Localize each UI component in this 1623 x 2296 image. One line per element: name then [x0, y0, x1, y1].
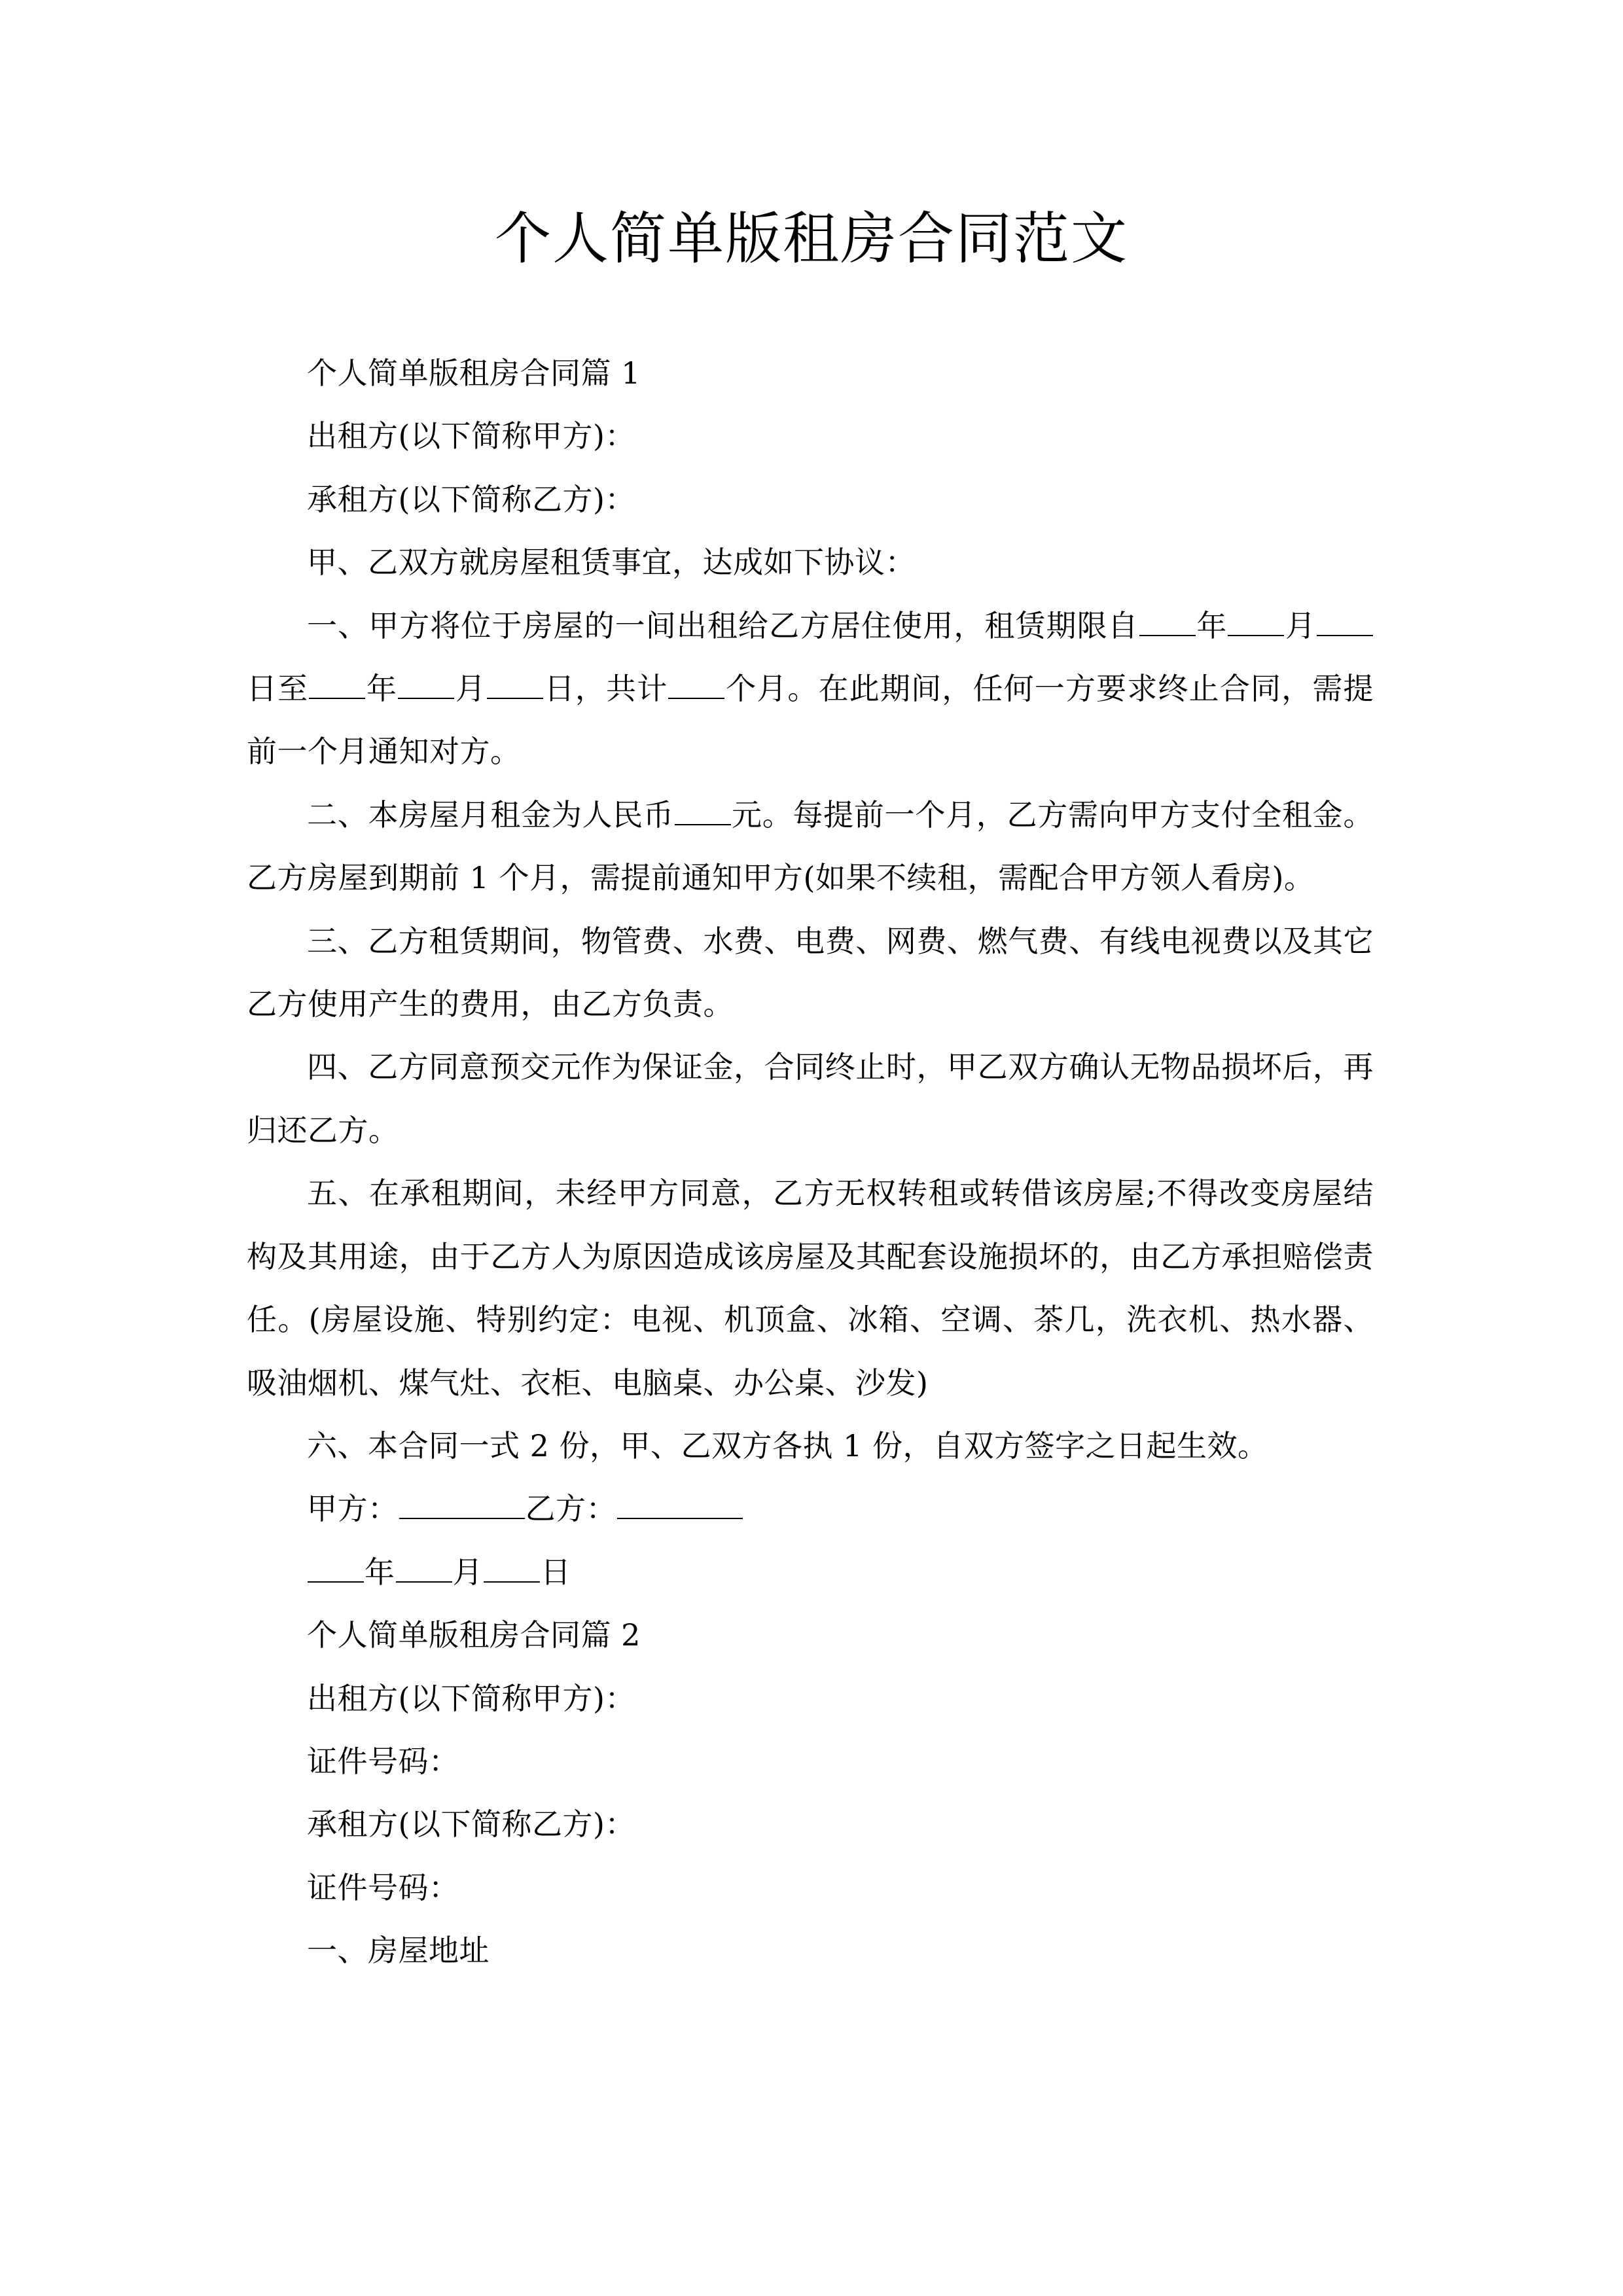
document-title: 个人简单版租房合同范文	[495, 206, 1128, 272]
document-body	[247, 342, 1374, 1982]
party-b-signature-blank[interactable]	[617, 1492, 743, 1519]
lessee-line-2: 承租方(以下简称乙方)：	[307, 1806, 635, 1842]
year-label: 年	[366, 671, 398, 707]
year-label: 年	[365, 1554, 395, 1590]
section-1-heading: 个人简单版租房合同篇 1	[307, 355, 641, 391]
start-month-blank[interactable]	[1228, 609, 1284, 636]
section-2-heading: 个人简单版租房合同篇 2	[307, 1617, 641, 1653]
end-year-blank[interactable]	[309, 672, 365, 699]
sign-day-blank[interactable]	[484, 1555, 540, 1583]
lessee-line: 承租方(以下简称乙方)：	[307, 481, 635, 517]
total-months-blank[interactable]	[668, 672, 724, 699]
clause-2-text-end: 元。每提前一个月，乙方需向甲方支付全租金。乙方房屋到期前 1 个月，需提前通知甲方(如果不续租，需配合甲方领人看房)。	[247, 797, 1374, 896]
clause-2-text: 二、本房屋月租金为人民币	[307, 797, 674, 833]
signature-line	[247, 1477, 1374, 1540]
clause-2	[247, 783, 1374, 910]
start-day-blank[interactable]	[1317, 609, 1373, 636]
lessor-line-2: 出租方(以下简称甲方)：	[307, 1680, 635, 1716]
day-label: 日	[541, 1554, 571, 1590]
start-year-blank[interactable]	[1139, 609, 1196, 636]
month-label: 月	[452, 1554, 483, 1590]
clause-6: 六、本合同一式 2 份，甲、乙双方各执 1 份，自双方签字之日起生效。	[307, 1427, 1268, 1463]
rent-amount-blank[interactable]	[675, 798, 731, 825]
house-address-item: 一、房屋地址	[307, 1933, 490, 1969]
day-total-label: 日，共计	[544, 671, 668, 707]
party-b-label: 乙方：	[525, 1491, 616, 1527]
party-a-signature-blank[interactable]	[399, 1492, 525, 1519]
clause-5: 五、在承租期间，未经甲方同意，乙方无权转租或转借该房屋;不得改变房屋结构及其用途，由于乙方人为原因造成该房屋及其配套设施损坏的，由乙方承担赔偿责任。(房屋设施、特别约定：电视、机顶盒、冰箱、空调、茶几，洗衣机、热水器、吸油烟机、煤气灶、衣柜、电脑桌、办公桌、沙发)	[247, 1175, 1374, 1401]
signature-date-line	[247, 1541, 1374, 1604]
party-a-label: 甲方：	[307, 1491, 399, 1527]
clause-1-text: 一、甲方将位于房屋的一间出租给乙方居住使用，租赁期限自	[307, 607, 1139, 643]
clause-4: 四、乙方同意预交元作为保证金，合同终止时，甲乙双方确认无物品损坏后，再归还乙方。	[247, 1049, 1374, 1148]
clause-1-text-end: 个月。在此期间，任何一方要求终止合同，需提前一个月通知对方。	[247, 671, 1374, 770]
day-to-label: 日至	[247, 671, 309, 707]
year-label: 年	[1196, 607, 1228, 643]
month-label: 月	[1285, 607, 1317, 643]
month-label: 月	[455, 671, 487, 707]
lessee-id-line: 证件号码：	[307, 1869, 459, 1905]
lessor-line: 出租方(以下简称甲方)：	[307, 418, 635, 454]
end-day-blank[interactable]	[487, 672, 543, 699]
lessor-id-line: 证件号码：	[307, 1743, 459, 1779]
end-month-blank[interactable]	[398, 672, 454, 699]
sign-month-blank[interactable]	[396, 1555, 452, 1583]
agreement-intro: 甲、乙双方就房屋租赁事宜，达成如下协议：	[307, 545, 916, 581]
clause-1	[247, 594, 1374, 783]
sign-year-blank[interactable]	[308, 1555, 364, 1583]
clause-3: 三、乙方租赁期间，物管费、水费、电费、网费、燃气费、有线电视费以及其它乙方使用产生的费用，由乙方负责。	[247, 923, 1374, 1022]
